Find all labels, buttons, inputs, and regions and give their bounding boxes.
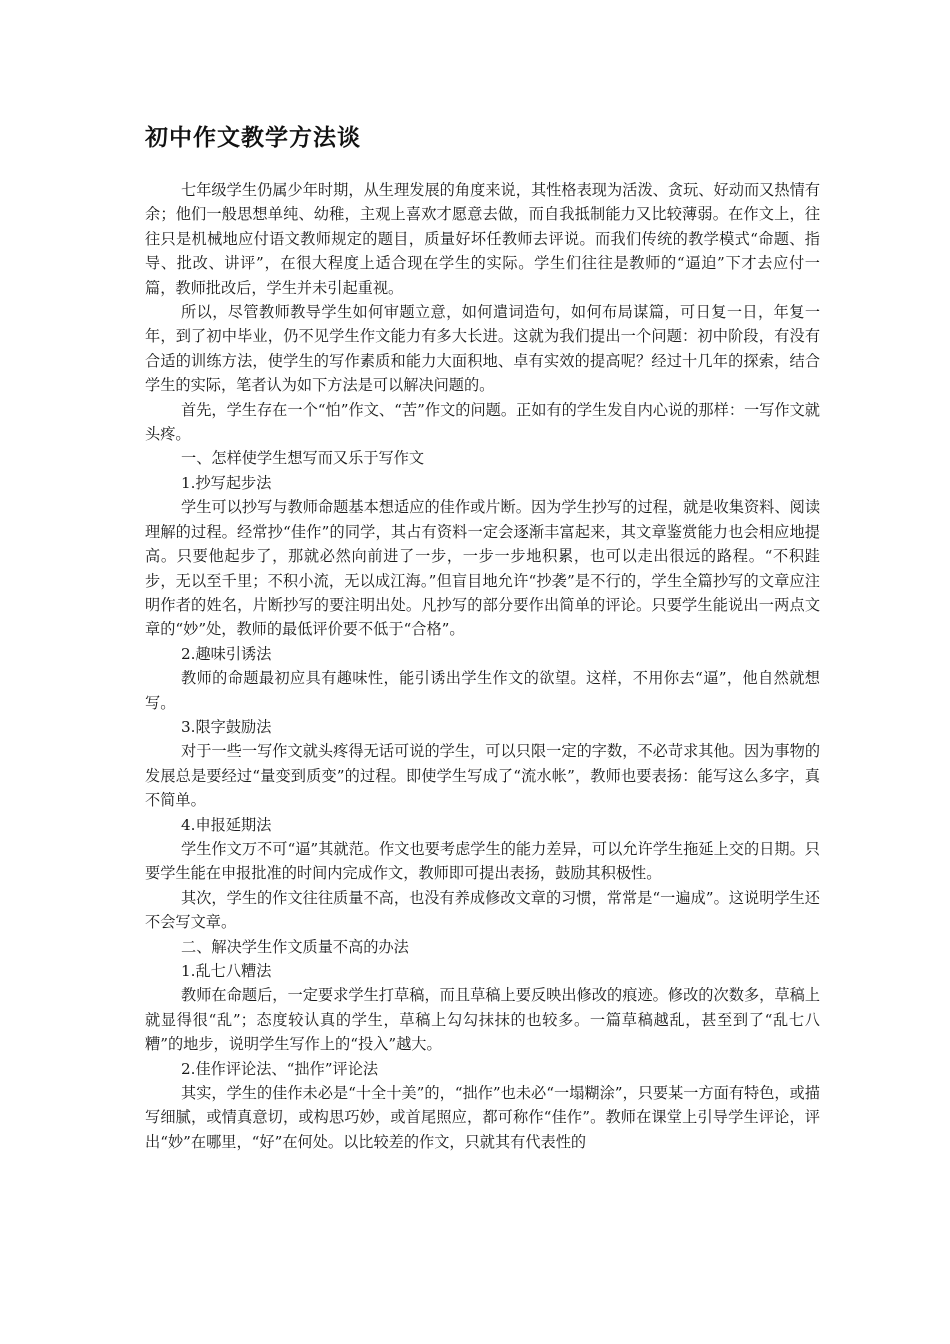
section-heading: 1.抄写起步法 bbox=[181, 473, 272, 492]
section-heading: 一、怎样使学生想写而又乐于写作文 bbox=[181, 449, 424, 468]
section-heading: 2.趣味引诱法 bbox=[181, 644, 272, 663]
body-paragraph: 七年级学生仍属少年时期，从生理发展的角度来说，其性格表现为活泼、贪玩、好动而又热情有余；他们一般思想单纯、幼稚，主观上喜欢才愿意去做，而自我抵制能力又比较薄弱。在作文上，往往只是机械地应付语文教师规定的题目，质量好坏任教师去评说。而我们传统的教学模式“命题、指导、批改、讲评”，在很大程度上适合现在学生的实际。学生们往往是教师的“逼迫”下才去应付一篇，教师批改后，学生并未引起重视。 bbox=[145, 181, 820, 297]
section-heading: 4.申报延期法 bbox=[181, 815, 272, 834]
body-paragraph: 教师的命题最初应具有趣味性，能引诱出学生作文的欲望。这样，不用你去“逼”，他自然就想写。 bbox=[145, 669, 820, 712]
section-heading: 1.乱七八糟法 bbox=[181, 962, 272, 980]
body-paragraph: 所以，尽管教师教导学生如何审题立意，如何遣词造句，如何布局谋篇，可日复一日，年复一年，到了初中毕业，仍不见学生作文能力有多大长进。这就为我们提出一个问题：初中阶段，有没有合适的训练方法，使学生的写作素质和能力大面积地、卓有实效的提高呢？经过十几年的探索，结合学生的实际，笔者认为如下方法是可以解决问题的。 bbox=[145, 303, 820, 395]
body-paragraph: 学生可以抄写与教师命题基本想适应的佳作或片断。因为学生抄写的过程，就是收集资料、阅读理解的过程。经常抄“佳作”的同学，其占有资料一定会逐渐丰富起来，其文章鉴赏能力也会相应地提高。只要他起步了，那就必然向前进了一步，一步一步地积累，也可以走出很远的路程。“不积跬步，无以至千里；不积小流，无以成江海。”但盲目地允许“抄袭”是不行的，学生全篇抄写的文章应注明作者的姓名，片断抄写的要注明出处。凡抄写的部分要作出简单的评论。只要学生能说出一两点文章的“妙”处，教师的最低评价要不低于“合格”。 bbox=[145, 498, 820, 639]
body-paragraph: 对于一些一写作文就头疼得无话可说的学生，可以只限一定的字数，不必苛求其他。因为事物的发展总是要经过“量变到质变”的过程。即使学生写成了“流水帐”，教师也要表扬：能写这么多字，真不简单。 bbox=[145, 742, 820, 810]
section-heading: 2.佳作评论法、“拙作”评论法 bbox=[181, 1059, 379, 1078]
body-paragraph: 学生作文万不可“逼”其就范。作文也要考虑学生的能力差异，可以允许学生拖延上交的日期。只要学生能在申报批准的时间内完成作文，教师即可提出表扬，鼓励其积极性。 bbox=[145, 839, 820, 883]
body-paragraph: 教师在命题后，一定要求学生打草稿，而且草稿上要反映出修改的痕迹。修改的次数多，草稿上就显得很“乱”；态度较认真的学生，草稿上勾勾抹抹的也较多。一篇草稿越乱，甚至到了“乱七八糟”的地步，说明学生写作上的“投入”越大。 bbox=[145, 986, 820, 1054]
page-title: 初中作文教学方法谈 bbox=[145, 125, 361, 151]
body-paragraph: 其次，学生的作文往往质量不高，也没有养成修改文章的习惯，常常是“一遍成”。这说明学生还不会写文章。 bbox=[145, 888, 820, 932]
body-paragraph: 其实，学生的佳作未必是“十全十美”的，“拙作”也未必“一塌糊涂”，只要某一方面有特色，或描写细腻，或情真意切，或构思巧妙，或首尾照应，都可称作“佳作”。教师在课堂上引导学生评论，评出“妙”在哪里，“好”在何处。以比较差的作文，只就其有代表性的 bbox=[145, 1084, 820, 1151]
body-paragraph: 首先，学生存在一个“怕”作文、“苦”作文的问题。正如有的学生发自内心说的那样：一写作文就头疼。 bbox=[145, 400, 820, 444]
section-heading: 二、解决学生作文质量不高的办法 bbox=[181, 937, 409, 956]
document-page bbox=[145, 118, 820, 1154]
section-heading: 3.限字鼓励法 bbox=[181, 717, 272, 736]
document-body bbox=[145, 178, 820, 1154]
